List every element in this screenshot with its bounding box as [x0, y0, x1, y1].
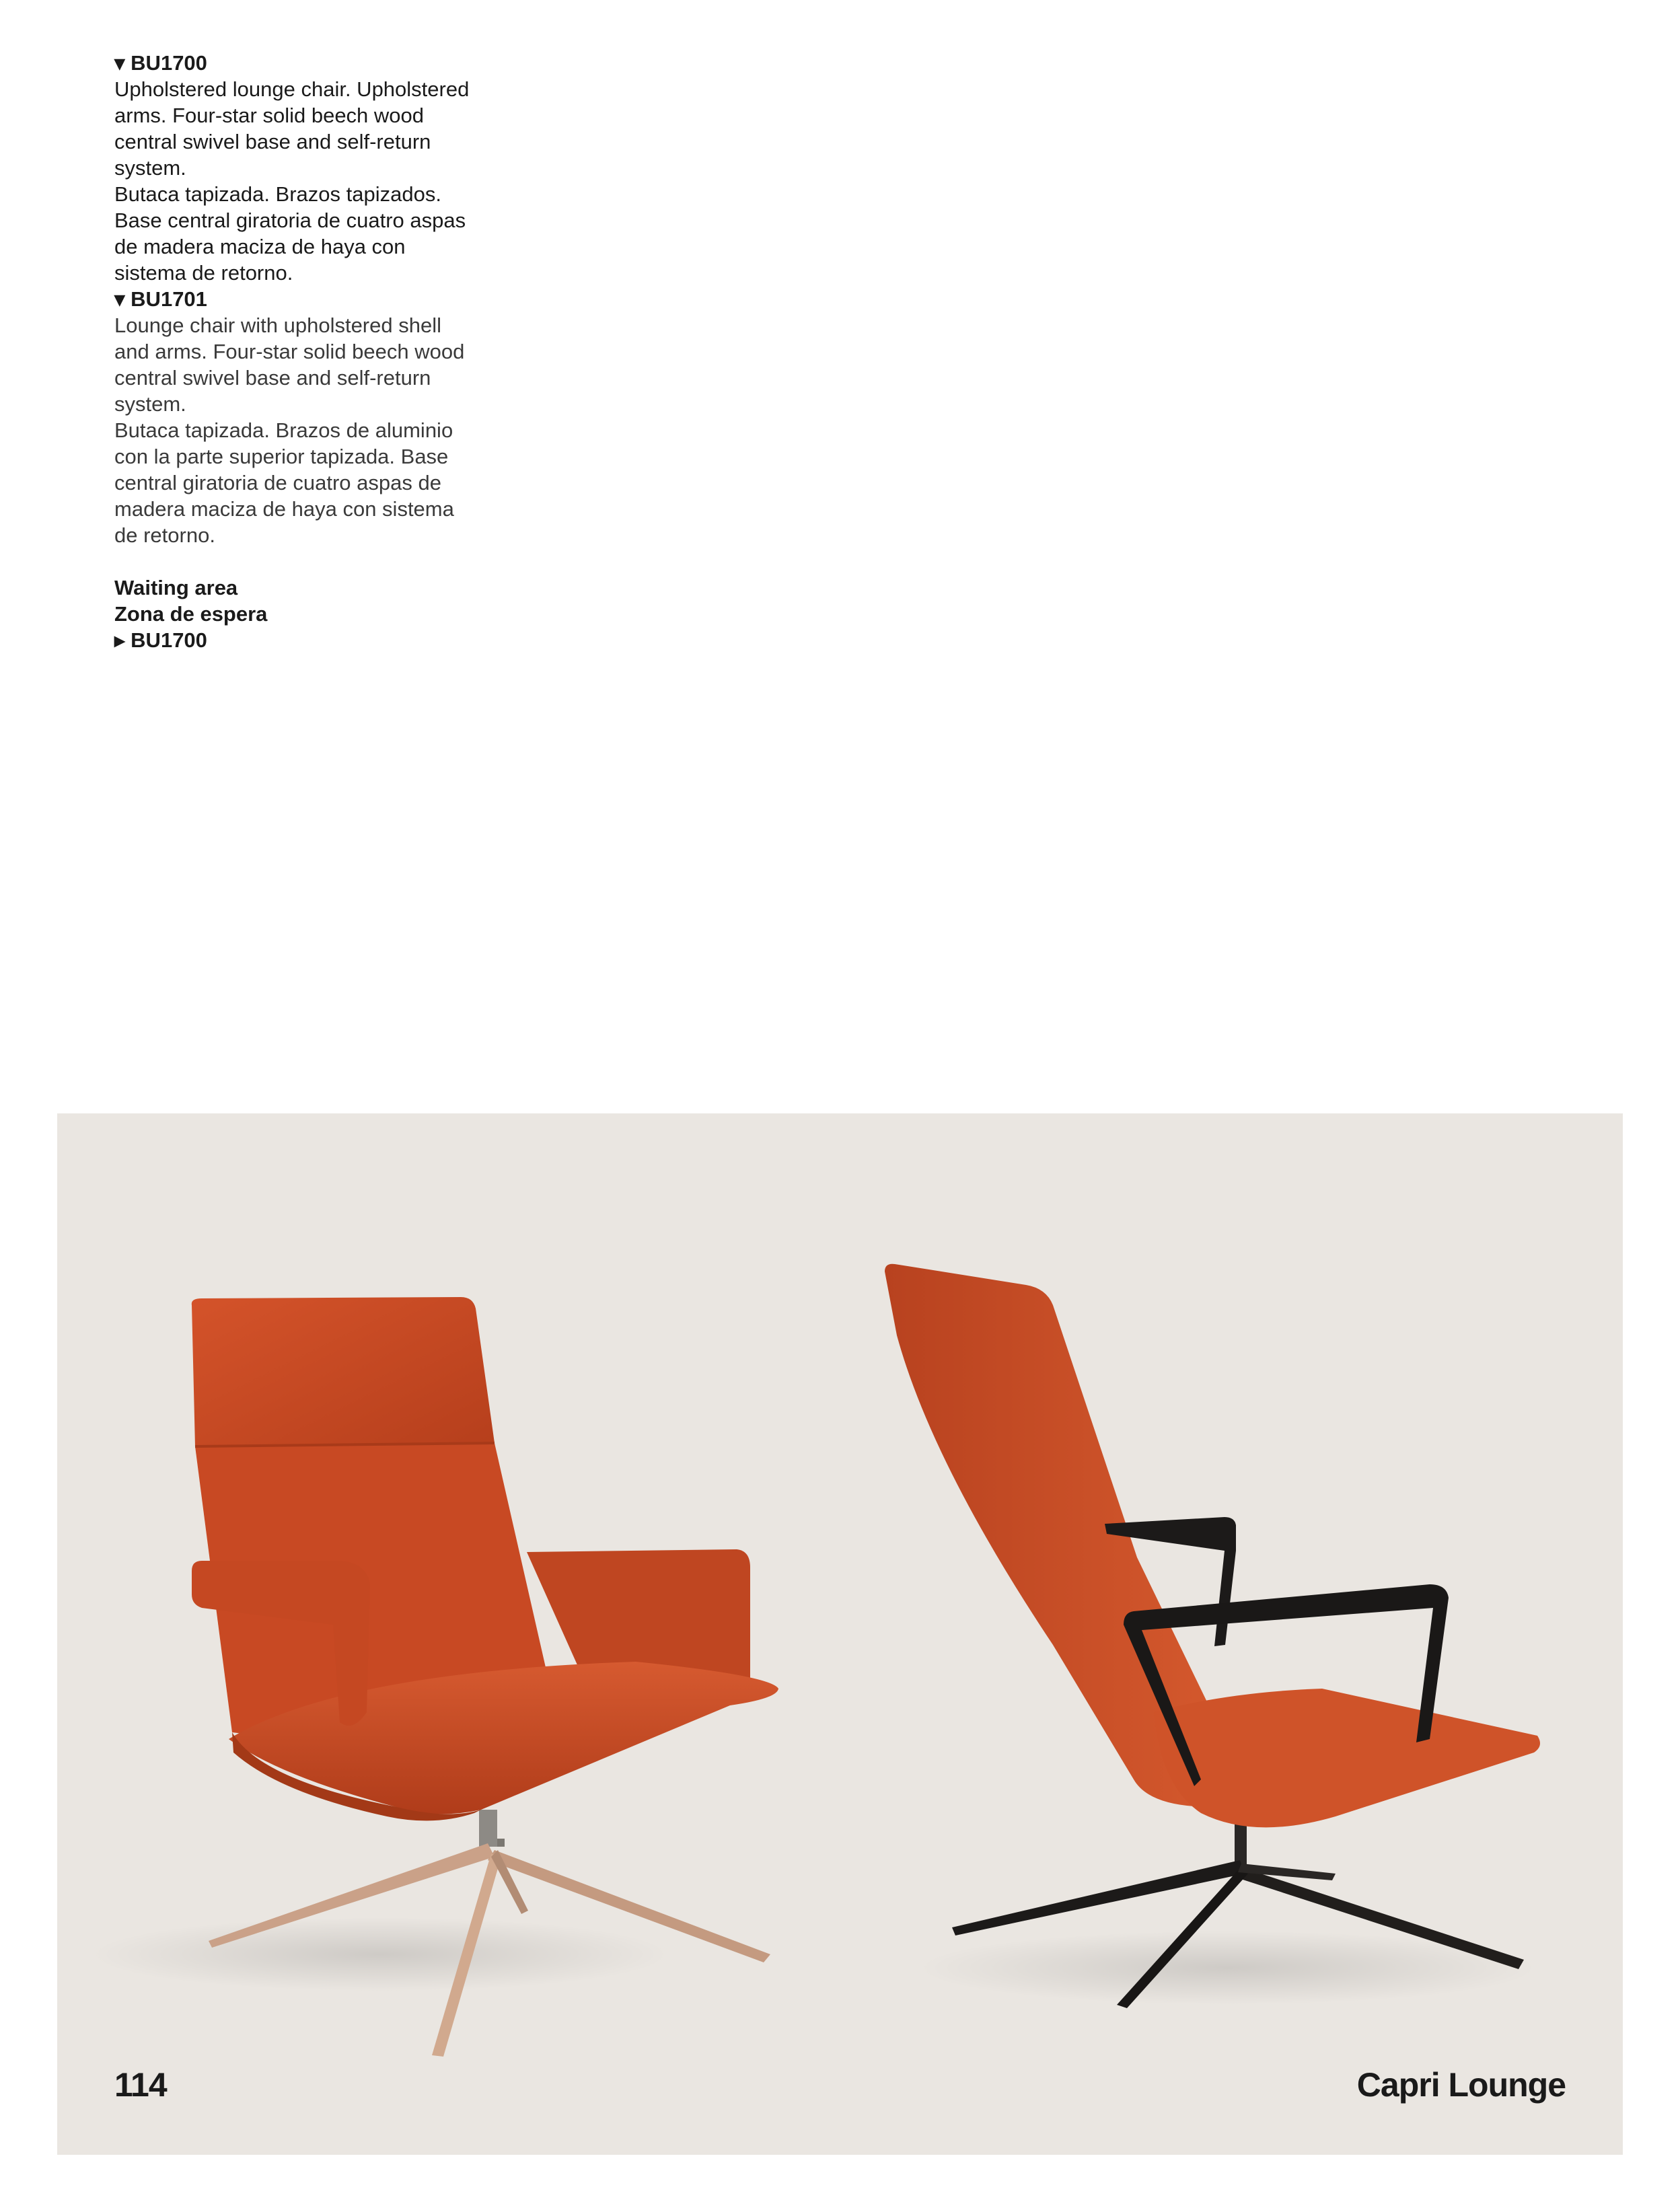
description-es-line: madera maciza de haya con sistema — [114, 497, 454, 521]
description-en-line: central swivel base and self-return — [114, 366, 431, 390]
collection-name: Capri Lounge — [1356, 2066, 1566, 2104]
description-en-line: system. — [114, 156, 186, 180]
shadow — [91, 1917, 669, 1991]
section-reference: ▸ BU1700 — [114, 628, 207, 652]
product-description-column — [114, 50, 505, 653]
product-code-bu1700: ▾ BU1700 — [114, 51, 207, 75]
chairs-illustration — [57, 1113, 1623, 2155]
description-en-line: system. — [114, 392, 186, 416]
description-es-line: central giratoria de cuatro aspas de — [114, 471, 441, 494]
description-en-line: and arms. Four-star solid beech wood — [114, 340, 465, 363]
description-es-line: sistema de retorno. — [114, 261, 293, 285]
chair-bu1700 — [91, 1297, 778, 2057]
section-title-es: Zona de espera — [114, 602, 268, 626]
product-photo — [57, 1113, 1623, 2155]
backrest-upper — [192, 1297, 495, 1446]
description-es-line: Butaca tapizada. Brazos de aluminio — [114, 418, 453, 442]
product-code-bu1701: ▾ BU1701 — [114, 287, 207, 311]
description-es-line: Butaca tapizada. Brazos tapizados. — [114, 182, 441, 206]
description-es-line: de madera maciza de haya con — [114, 235, 406, 258]
section-title-en: Waiting area — [114, 576, 238, 599]
spacer — [114, 548, 505, 575]
description-es-line: con la parte superior tapizada. Base — [114, 445, 449, 468]
description-en-line: arms. Four-star solid beech wood — [114, 104, 425, 127]
chair-bu1701 — [885, 1264, 1540, 2008]
description-en-line: Lounge chair with upholstered shell — [114, 314, 441, 337]
page-number: 114 — [114, 2066, 167, 2104]
description-es-line: de retorno. — [114, 523, 215, 547]
seat — [1154, 1689, 1540, 1827]
description-es-line: Base central giratoria de cuatro aspas — [114, 209, 466, 232]
description-en-line: central swivel base and self-return — [114, 130, 431, 153]
description-en-line: Upholstered lounge chair. Upholstered — [114, 77, 470, 101]
